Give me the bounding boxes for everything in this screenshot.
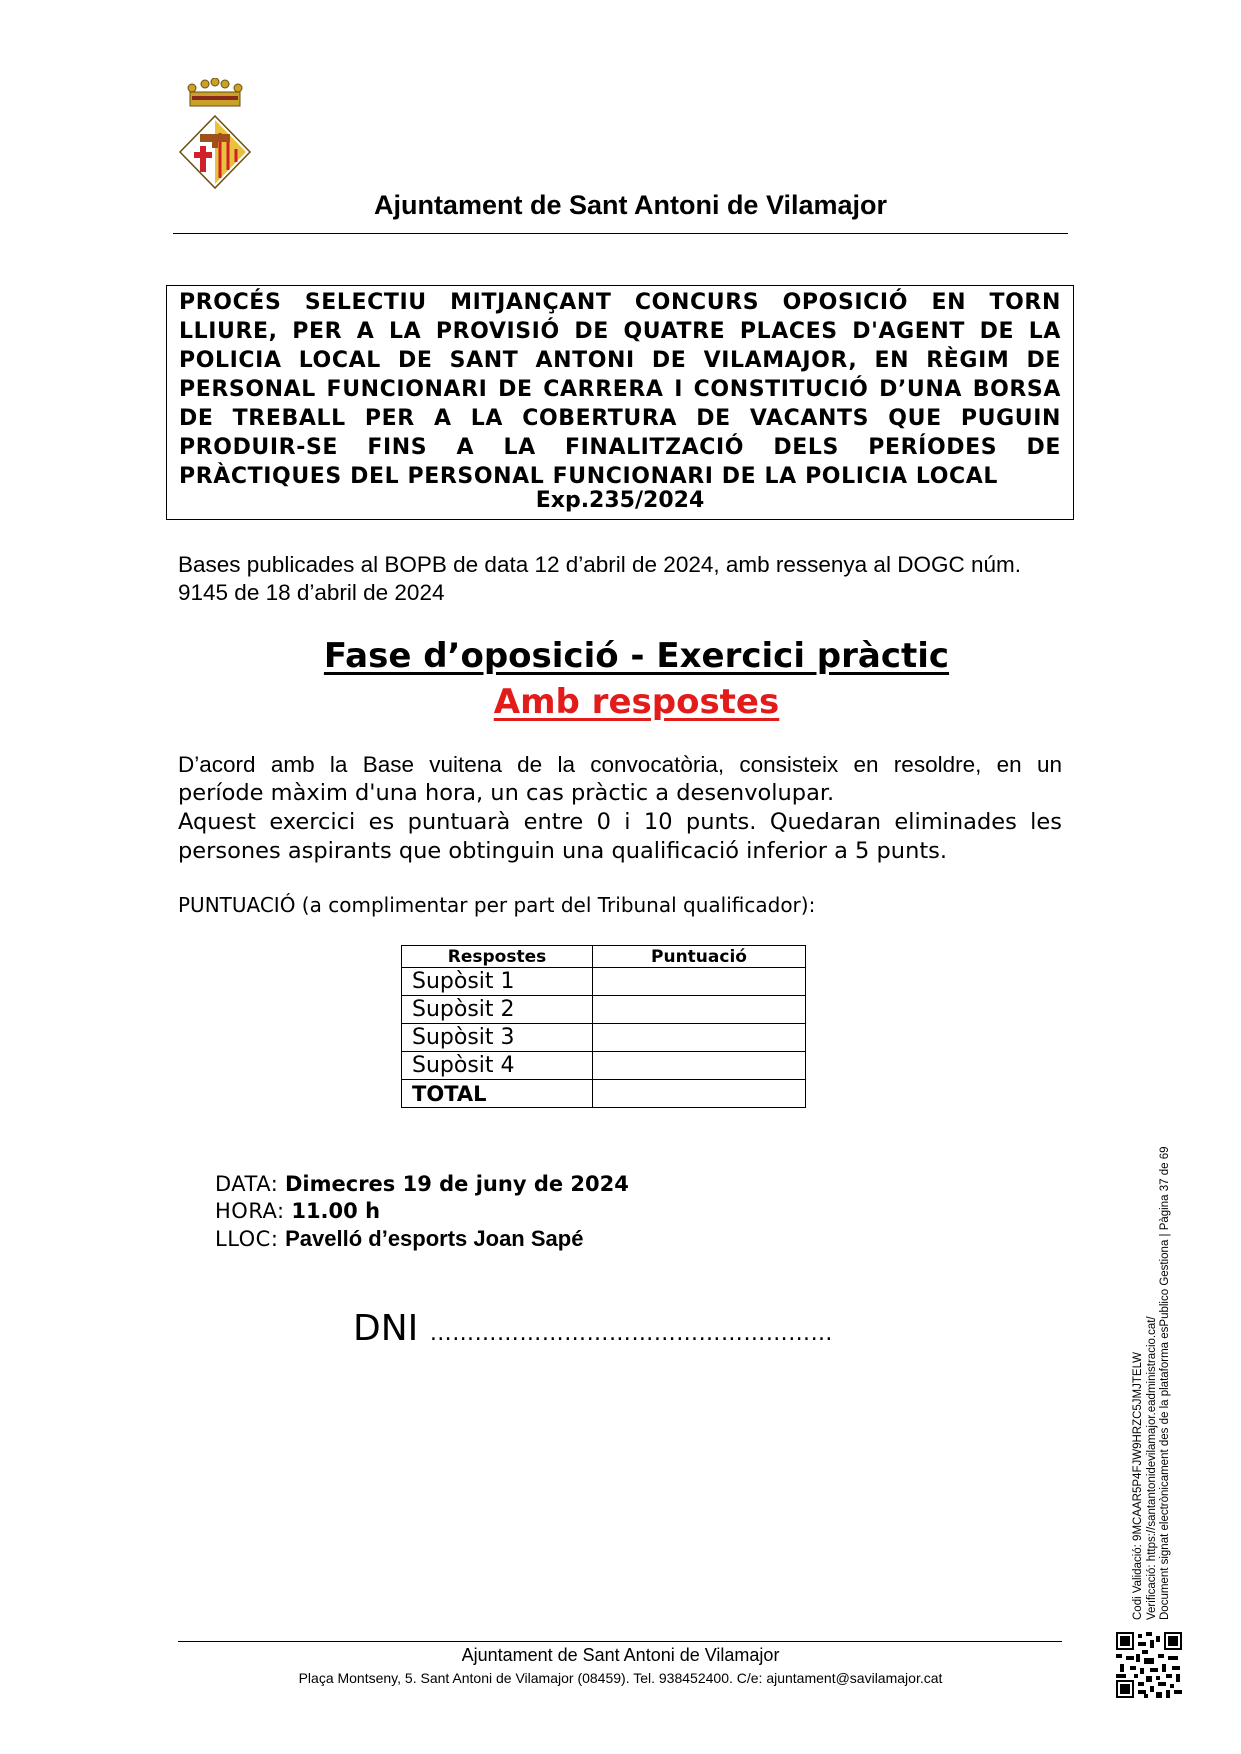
footer-divider — [178, 1641, 1062, 1642]
total-label: TOTAL — [402, 1080, 593, 1108]
scoring-heading: PUNTUACIÓ (a complimentar per part del Tribunal qualificador): — [178, 893, 816, 917]
date-value: Dimecres 19 de juny de 2024 — [285, 1172, 629, 1196]
qr-code-icon[interactable] — [1116, 1632, 1182, 1698]
row-label: Supòsit 3 — [402, 1024, 593, 1052]
place-value: Pavelló d’esports Joan Sapé — [285, 1226, 584, 1251]
dni-field[interactable] — [353, 1308, 833, 1349]
coat-of-arms-icon — [178, 78, 252, 190]
footer-address: Plaça Montseny, 5. Sant Antoni de Vilamajor (08459). Tel. 938452400. C/e: ajuntament@savilamajor.cat — [298, 1670, 943, 1686]
table-row — [402, 1052, 806, 1080]
col-score-header: Puntuació — [593, 946, 806, 968]
table-total-row — [402, 1080, 806, 1108]
score-cell[interactable] — [593, 968, 806, 996]
score-cell[interactable] — [593, 996, 806, 1024]
process-title-box — [166, 285, 1074, 520]
exam-time — [215, 1199, 380, 1223]
exercise-description — [178, 750, 1062, 866]
description-line: persones aspirants que obtinguin una qualificació inferior a 5 punts. — [178, 838, 948, 864]
score-cell[interactable] — [593, 1024, 806, 1052]
dni-dotted-line: ……………………………………………… — [429, 1321, 833, 1346]
validation-sidebar — [1132, 1100, 1173, 1620]
description-line: D’acord amb la Base vuitena de la convocatòria, consisteix en resoldre, en un — [178, 752, 1062, 777]
footer-municipality: Ajuntament de Sant Antoni de Vilamajor — [461, 1645, 780, 1665]
date-label: DATA: — [215, 1172, 279, 1196]
phase-title: Fase d’oposició - Exercici pràctic — [323, 636, 950, 676]
exam-place — [215, 1226, 583, 1252]
time-label: HORA: — [215, 1199, 285, 1223]
row-label: Supòsit 2 — [402, 996, 593, 1024]
table-header-row — [402, 946, 806, 968]
row-label: Supòsit 1 — [402, 968, 593, 996]
description-line: Aquest exercici es puntuarà entre 0 i 10 punts. Quedaran eliminades les — [178, 809, 1062, 835]
expedient-code: Exp.235/2024 — [535, 488, 705, 513]
header-divider — [173, 233, 1068, 234]
process-title: PROCÉS SELECTIU MITJANÇANT CONCURS OPOSICIÓ EN TORN LLIURE, PER A LA PROVISIÓ DE QUATRE PLACES D'AGENT DE LA POLICIA LOCAL DE SANT ANTONI DE VILAMAJOR, EN RÈGIM DE PERSONAL FUNCIONARI DE CARRERA I CONSTITUCIÓ D’UNA BORSA DE TREBALL PER A LA COBERTURA DE VACANTS QUE PUGUIN PRODUIR-SE FINS A LA FINALITZACIÓ DELS PERÍODES DE PRÀCTIQUES DEL PERSONAL FUNCIONARI DE LA POLICIA LOCAL — [179, 290, 1061, 489]
signature-note: Document signat electrònicament des de la plataforma esPublico Gestiona | Pàgina 37 de 69 — [1159, 1146, 1171, 1620]
dni-label: DNI — [353, 1308, 419, 1349]
table-row — [402, 968, 806, 996]
municipality-title: Ajuntament de Sant Antoni de Vilamajor — [373, 190, 888, 220]
time-value: 11.00 h — [291, 1199, 381, 1223]
total-score-cell[interactable] — [593, 1080, 806, 1108]
validation-code: Codi Validació: 9MCAAR5P4FJW9HRZC5JMJTELW — [1132, 1352, 1144, 1620]
score-table — [401, 945, 806, 1108]
table-row — [402, 996, 806, 1024]
table-row — [402, 1024, 806, 1052]
place-label: LLOC: — [215, 1227, 279, 1251]
exam-date — [215, 1172, 629, 1196]
phase-subtitle: Amb respostes — [493, 682, 780, 722]
bases-publication-text: Bases publicades al BOPB de data 12 d’abril de 2024, amb ressenya al DOGC núm. 9145 de 18 d’abril de 2024 — [178, 552, 1021, 605]
col-answers-header: Respostes — [402, 946, 593, 968]
row-label: Supòsit 4 — [402, 1052, 593, 1080]
score-cell[interactable] — [593, 1052, 806, 1080]
verification-url: Verificació: https://santantonidevilamajor.eadministracio.cat/ — [1145, 1316, 1158, 1620]
description-line: període màxim d'una hora, un cas pràctic a desenvolupar. — [178, 780, 835, 806]
